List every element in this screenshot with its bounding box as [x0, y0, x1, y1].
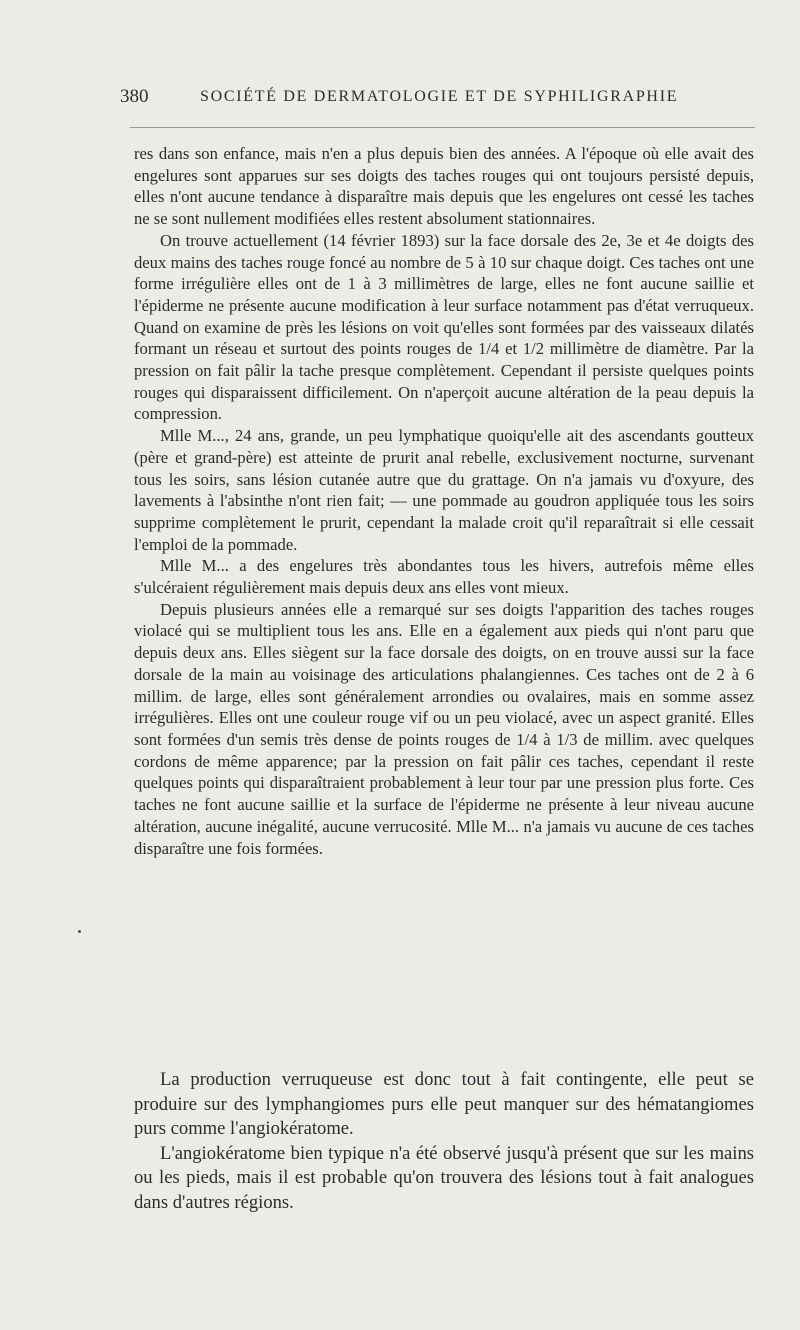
paragraph: Mlle M... a des engelures très abondantes tous les hivers, autrefois même elles s'ulcéraient régulièrement mais depuis deux ans elles vont mieux.: [134, 556, 754, 598]
paragraph: res dans son enfance, mais n'en a plus depuis bien des années. A l'époque où elle avait des engelures sont apparues sur ses doigts des taches rouges qui ont toujours persisté depuis, elles n'ont aucune tendance à disparaître mais depuis que les engelures ont cessé les taches ne se sont nullement modifiées elles restent absolument stationnaires.: [134, 144, 754, 229]
page-header: [120, 86, 700, 116]
paragraph: On trouve actuellement (14 février 1893) sur la face dorsale des 2e, 3e et 4e doigts des deux mains des taches rouge foncé au nombre de 5 à 10 sur chaque doigt. Ces taches ont une forme irrégulière elles ont de 1 à 3 millimètres de large, elles ne font aucune saillie et l'épiderme ne présente aucune modification à leur surface notamment pas d'état verruqueux. Quand on examine de près les lésions on voit qu'elles sont formées par des vaisseaux dilatés formant un réseau et surtout des points rouges de 1/4 et 1/2 millimètre de diamètre. Par la pression on fait pâlir la tache presque complètement. Cependant il persiste quelques points rouges qui disparaissent difficilement. On n'aperçoit aucune altération de la peau depuis la compression.: [134, 230, 754, 424]
paragraph: Mlle M..., 24 ans, grande, un peu lymphatique quoiqu'elle ait des ascendants goutteux (père et grand-père) est atteinte de prurit anal rebelle, exclusivement nocturne, survenant tous les soirs, sans lésion cutanée autre que du grattage. On n'a jamais vu d'oxyure, des lavements à l'absinthe n'ont rien fait; — une pommade au goudron appliquée tous les soirs supprime complètement le prurit, cependant la malade croit qu'il reparaîtrait si elle cessait l'emploi de la pommade.: [134, 426, 754, 554]
running-head: SOCIÉTÉ DE DERMATOLOGIE ET DE SYPHILIGRAPHIE: [200, 88, 679, 105]
case-report-text: [134, 143, 754, 859]
paragraph: Depuis plusieurs années elle a remarqué sur ses doigts l'apparition des taches rouges violacé qui se multiplient tous les ans. Elle en a également aux pieds qui n'ont paru que depuis deux ans. Elles siègent sur la face dorsale des doigts, on en trouve aussi sur la face dorsale de la main au voisinage des articulations phalangiennes. Ces taches ont de 2 à 6 millim. de large, elles sont généralement arrondies ou ovalaires, mais en somme assez irrégulières. Elles ont une couleur rouge vif ou un peu violacé, avec un aspect granité. Elles sont formées d'un semis très dense de points rouges de 1/4 à 1/3 de millim. avec quelques cordons de même apparence; par la pression on fait pâlir ces taches, cependant il reste quelques points qui disparaîtraient probablement à leur tour par une pression plus forte. Ces taches ne font aucune saillie et la surface de l'épiderme ne présente à leur niveau aucune altération, aucune inégalité, aucune verrucosité. Mlle M... n'a jamais vu aucune de ces taches disparaître une fois formées.: [134, 599, 754, 858]
discussion-text: [134, 1068, 754, 1216]
header-rule: [130, 127, 755, 128]
page-number: 380: [120, 86, 149, 107]
paragraph: L'angiokératome bien typique n'a été observé jusqu'à présent que sur les mains ou les pieds, mais il est probable qu'on trouvera des lésions tout à fait analogues dans d'autres régions.: [134, 1142, 754, 1213]
paragraph: La production verruqueuse est donc tout à fait contingente, elle peut se produire sur des lymphangiomes purs elle peut manquer sur des hématangiomes purs comme l'angiokératome.: [134, 1069, 754, 1140]
margin-mark: [78, 930, 81, 933]
